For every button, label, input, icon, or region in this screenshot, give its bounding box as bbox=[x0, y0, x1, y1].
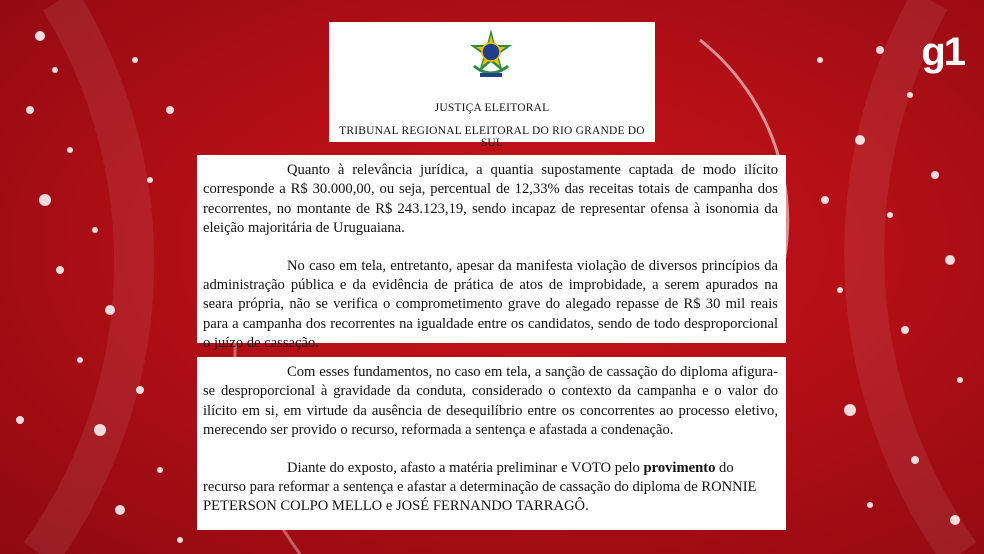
vote-highlight: provimento bbox=[643, 459, 716, 476]
paragraph-vote bbox=[203, 459, 778, 517]
paragraph: Com esses fundamentos, no caso em tela, a sanção de cassação do diploma afigura-se desproporcional à gravidade da conduta, considerado o contexto da campanha e o valor do ilícito em si, em virtude da ausência de desequilíbrio entre os concorrentes ao processo eletivo, merecendo ser provido o recurso, reformada a sentença e afastada a condenação. bbox=[203, 364, 778, 439]
document-excerpt-2 bbox=[197, 357, 786, 530]
header-line-justica-eleitoral: JUSTIÇA ELEITORAL bbox=[434, 102, 550, 114]
vote-text-end: do recurso para reformar a sentença e afastar a determinação de cassação do diploma de RONNIE PETERSON COLPO MELLO e JOSÉ FERNANDO TARRAGÔ. bbox=[203, 459, 757, 515]
brazil-coat-of-arms-icon bbox=[466, 28, 516, 80]
vote-text-start: Diante do exposto, afasto a matéria preliminar e VOTO pelo bbox=[287, 459, 644, 476]
paragraph: Quanto à relevância jurídica, a quantia supostamente captada de modo ilícito corresponde a R$ 30.000,00, ou seja, percentual de 12,33% das receitas totais de campanha dos recorrentes, no montante de R$ 243.123,19, sendo incapaz de representar ofensa à isonomia da eleição majoritária de Uruguaiana. bbox=[203, 162, 778, 237]
paragraph: No caso em tela, entretanto, apesar da manifesta violação de diversos princípios da administração pública e da evidência de prática de atos de improbidade, a serem apurados na seara própria, não se verifica o comprometimento grave do alegado repasse de R$ 30 mil reais para a campanha dos recorrentes na igualdade entre os candidatos, sendo de todo desproporcional o juízo de cassação. bbox=[203, 257, 778, 352]
g1-logo: g1 bbox=[921, 30, 964, 74]
document-header bbox=[329, 22, 655, 149]
document-excerpt-1 bbox=[197, 155, 786, 352]
header-line-tribunal: TRIBUNAL REGIONAL ELEITORAL DO RIO GRANDE DO SUL bbox=[339, 125, 645, 149]
